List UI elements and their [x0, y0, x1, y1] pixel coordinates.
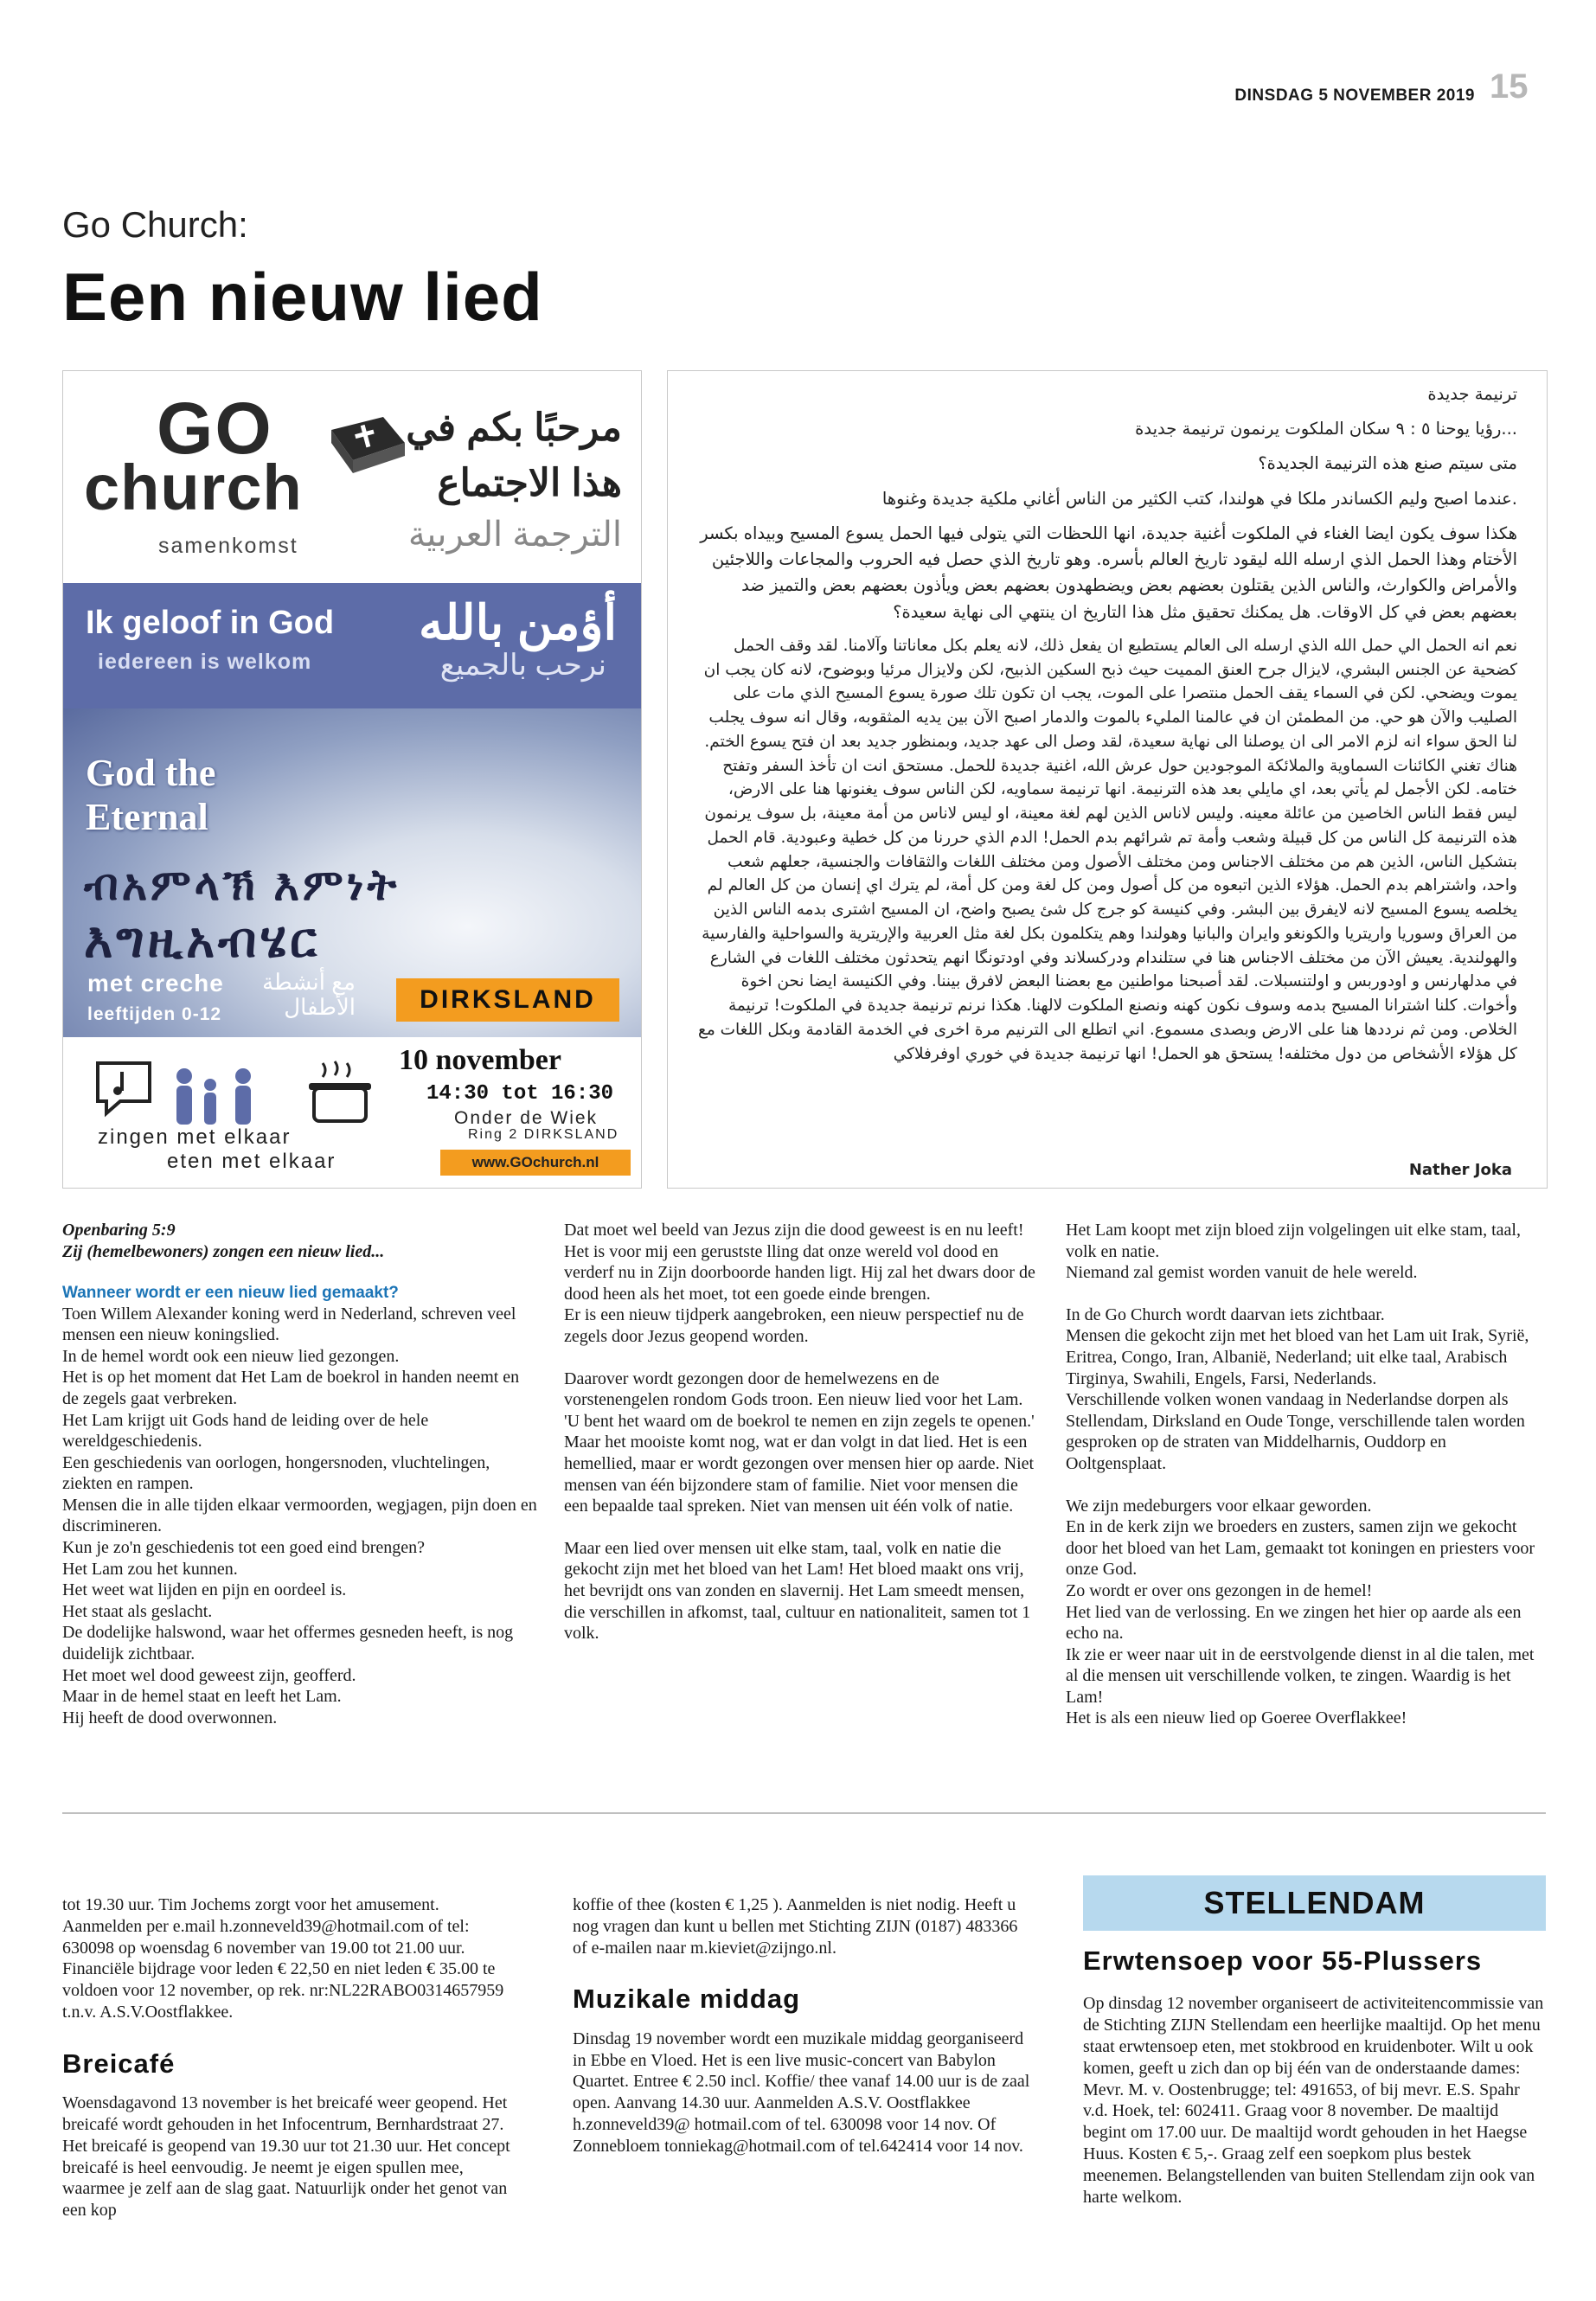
paragraph: Hij heeft de dood overwonnen.: [62, 1708, 278, 1727]
bottom-column-2: [573, 1894, 1031, 2157]
poster-ages: leeftijden 0-12: [87, 1004, 222, 1024]
article-column-1: [62, 1220, 540, 1728]
article-headline: Een nieuw lied: [62, 259, 543, 335]
paragraph: Het lied van de verlossing. En we zingen het hier op aarde als een echo na.: [1066, 1602, 1522, 1644]
paragraph: Het Lam zou het kunnen.: [62, 1559, 238, 1579]
poster-arabic-belief: أؤمن بالله: [418, 595, 617, 650]
paragraph: In de hemel wordt ook een nieuw lied gezongen.: [62, 1346, 400, 1366]
poster-venue: Onder de Wiek: [454, 1108, 599, 1128]
subheading-question: Wanneer wordt er een nieuw lied gemaakt?: [62, 1284, 399, 1303]
poster-event-date: 10 november: [399, 1044, 561, 1076]
paragraph: Het weet wat lijden en pijn en oordeel is.: [62, 1580, 347, 1600]
paragraph: Kun je zo'n geschiedenis tot een goed eind brengen?: [62, 1538, 426, 1558]
poster-creche: met creche: [87, 970, 224, 997]
paragraph: Ik zie er weer naar uit in de eerstvolgende dienst in al die talen, met al die mensen uit verschillende volken, te zingen. Waardig is het Lam!: [1066, 1644, 1535, 1707]
issue-date: DINSDAG 5 NOVEMBER 2019: [1234, 87, 1475, 105]
arabic-paragraph: .عندما اصبح وليم الكساندر ملكا في هولندا، كتب الكثير من الناس أغاني ملكية جديدة وغنوها: [881, 488, 1517, 509]
poster-samenkomst: samenkomst: [158, 534, 298, 558]
poster-place-badge: DIRKSLAND: [396, 978, 619, 1022]
paragraph: Maar het mooiste komt nog, wat er dan volgt in dat lied. Het is een hemellied, maar er wordt gezongen over mensen hier op aarde. Niet mensen van één bijzondere stam of familie. Niet voor mensen die een bepaalde taal spreken. Niet van mensen uit één volk of natie.: [564, 1433, 1035, 1516]
paragraph: Zo wordt er over ons gezongen in de hemel!: [1066, 1580, 1373, 1600]
poster-sing: zingen met elkaar: [98, 1125, 292, 1149]
arabic-article-text: [694, 381, 1517, 1074]
paragraph: Niemand zal gemist worden vanuit de hele wereld.: [1066, 1263, 1418, 1283]
poster-amharic-2: እግዚአብሄር: [84, 913, 320, 967]
poster-god-eternal: God the Eternal: [86, 752, 216, 838]
poster-arabic-welcome-1: مرحبًا بكم في: [406, 407, 622, 449]
go-church-poster: [62, 370, 642, 1189]
paragraph: Toen Willem Alexander koning werd in Nederland, schreven veel mensen een nieuw koningslied.: [62, 1304, 516, 1345]
arabic-title: ترنيمة جديدة: [1427, 384, 1517, 404]
paragraph: Het Lam krijgt uit Gods hand de leiding over de hele wereldgeschiedenis.: [62, 1410, 429, 1452]
paragraph: Mensen die in alle tijden elkaar vermoorden, wegjagen, pijn doen en discrimineren.: [62, 1495, 537, 1536]
muzikale-middag-text: Dinsdag 19 november wordt een muzikale middag georganiseerd in Ebbe en Vloed. Het is een live music-concert van Babylon Quartet. Entree € 2.50 incl. Koffie/ thee vanaf 14.00 uur is de zaal open. Aanvang 14.30 uur. Aanmelden A.S.V. Oostflakkee h.zonneveld39@ hotmail.com of tel. 630098 voor 14 nov. Of Zonnebloem tonniekag@hotmail.com of tel.642414 voor 14 nov.: [573, 2029, 1030, 2156]
poster-arabic-welcome-2: هذا الاجتماع: [437, 462, 622, 504]
poster-website: www.GOchurch.nl: [440, 1150, 631, 1176]
paragraph: De dodelijke halswond, waar het offermes gesneden heeft, is nog duidelijk zichtbaar.: [62, 1623, 514, 1664]
muzikale-middag-heading: Muzikale middag: [573, 1984, 801, 2015]
paragraph: Het staat als geslacht.: [62, 1601, 213, 1621]
paragraph: Het is voor mij een gerustste lling dat onze wereld vol dood en verderf nu in Zijn doorboorde handen ligt. Hij zal het dwars door de dood heen als het moet, tot een goede einde brengen.: [564, 1241, 1035, 1304]
paragraph: Het moet wel dood geweest zijn, geofferd.: [62, 1665, 356, 1685]
arabic-author: Nather Joka: [1408, 1161, 1512, 1179]
bible-icon: [323, 413, 409, 490]
paragraph: Het Lam koopt met zijn bloed zijn volgelingen uit elke stam, taal, volk en natie.: [1066, 1221, 1521, 1261]
erwtensoep-text: Op dinsdag 12 november organiseert de activiteitencommissie van de Stichting ZIJN Stellendam een heerlijke maaltijd. Op het menu staat erwtensoep eten, met stokbrood en kruidenboter. Wilt u ook komen, geeft u zich dan op bij één van de onderstaande dames: Mevr. M. v. Oostenbrugge; tel: 491653, of bij mevr. E.S. Spahr v.d. Hoek, tel: 602411. Graag voor 8 november. De maaltijd begint om 17.00 uur. De maaltijd wordt gehouden in het Haegse Huus. Kosten € 5,-. Graag zelf een soepkom plus bestek meenemen. Belangstellenden van buiten Stellendam zijn ook van harte welkom.: [1083, 1994, 1544, 2207]
poster-arabic-welcome-all: نرحب بالجميع: [439, 649, 606, 682]
poster-belief: Ik geloof in God: [86, 605, 335, 641]
music-chat-icon: [89, 1054, 158, 1124]
poster-logo-church: church: [84, 452, 303, 523]
arabic-paragraph: ...رؤيا يوحنا ٥ : ٩ سكان الملكوت يرنمون ترنيمة جديدة: [1135, 419, 1517, 439]
bottom-column-3: [1083, 1875, 1546, 2208]
paragraph: Mensen die gekocht zijn met het bloed van het Lam uit Irak, Syrië, Eritrea, Congo, Iran, Albanië, Nederland; uit elke taal, Arabisch Tirginya, Swahili, Engels, Farsi, Nederlands.: [1066, 1326, 1529, 1388]
paragraph: Maar in de hemel staat en leeft het Lam.: [62, 1687, 342, 1707]
paragraph: En in de kerk zijn we broeders en zusters, samen zijn we gekocht door het bloed van het Lam, gemaakt tot koningen en priesters voor onze God.: [1066, 1517, 1535, 1580]
paragraph: Een geschiedenis van oorlogen, hongersnoden, vluchtelingen, ziekten en rampen.: [62, 1452, 490, 1494]
poster-event-time: 14:30 tot 16:30: [426, 1082, 614, 1106]
paragraph: Maar een lied over mensen uit elke stam, taal, volk en natie die gekocht zijn met het bloed van het Lam! Het bloed maakt ons vrij, het bevrijdt ons van zonden en slavernij. Het Lam smeedt mensen, die verschillen in afkomst, taal, cultuur en nationaliteit, samen tot 1 volk.: [564, 1538, 1031, 1644]
poster-eat: eten met elkaar: [167, 1150, 337, 1173]
breicafe-heading: Breicafé: [62, 2048, 176, 2079]
announcement-continued: tot 19.30 uur. Tim Jochems zorgt voor het amusement. Aanmelden per e.mail h.zonneveld39@hotmail.com of tel: 630098 op woensdag 6 november van 19.00 tot 21.00 uur. Financiële bijdrage voor leden € 22,50 en niet leden € 35.00 te voldoen voor 12 november, op rek. nr:NL22RABO0314657959 t.n.v. A.S.V.Oostflakkee.: [62, 1895, 504, 2022]
paragraph: We zijn medeburgers voor elkaar geworden.: [1066, 1496, 1372, 1516]
erwtensoep-heading: Erwtensoep voor 55-Plussers: [1083, 1945, 1483, 1976]
poster-amharic-1: ብአምላኽ እምነት: [84, 861, 401, 909]
breicafe-text: Woensdagavond 13 november is het breicafé weer geopend. Het breicafé wordt gehouden in het Infocentrum, Bernhardstraat 27. Het breicafé is geopend van 19.30 uur tot 21.30 uur. Het concept breicafé is heel eenvoudig. Je neemt je eigen spullen mee, waarmee je zelf aan de slag gaat. Natuurlijk onder het genot van een kop: [62, 2093, 510, 2221]
paragraph: Het is als een nieuw lied op Goeree Overflakkee!: [1066, 1708, 1407, 1728]
page-number: 15: [1490, 67, 1529, 106]
arabic-paragraph: نعم انه الحمل الي حمل الله الذي ارسله الى العالم يستطيع ان يفعل ذلك، لانه يعلم بكل معاناتنا وآلامنا. لقد وقف الحمل كضحية عن الجنس البشري، لايزال جرح العنق المميت حيث ذبح السكين الذبيح، لكن ولايزال مرئيا وبوضوح، لانه كان يجب ان يموت ويضحي. لكن في السماء يقف الحمل منتصرا على الموت، يجب ان تكون تلك صورة يسوع المسيح الذي مات على الصليب والآن هو حي. من المطمئن ان في عالمنا المليء بالموت والدمار اصبح الآن بين يديه المثقوبه، وقال انه سوف يجلب لنا الحق سواء انه لزم الامر الى ان يوصلنا الى نهاية سعيدة، لقد وصل الى عهد جديد، وبمنظور جديد بعد ان فتح يسوع الختم. هناك تغني الكائنات السماوية والملائكة الموجودين حول عرش الله، اغنية جديدة للحمل. مستحق انت ان تأخذ السفر وتفتح ختامه. لكن الأجمل لم يأتي بعد، اي مايلي بعد هذه الترنيمة. انها ترنيمة سماويه، لكن الناس سوف يغنونها هنا على الارض، ليس فقط الناس الخاصين من عائلة معينه. وليس لاناس الذين لهم لغة معينة، او ليس لاناس من أمة معينة، بل سوف يرنمون هذه الترنيمة كل الناس من كل قبيلة وشعب وأمة تم شرائهم بدم الحمل! الدم الذي حررنا من كل خطية وعبودية. قام الحمل بتشكيل الناس، الذين هم من مختلف الاجناس ومن مختلف الأصول ومن مختلف اللغات والثقافات والجنسية، جعلهم شعب واحد، واشتراهم بدم الحمل. هؤلاء الذين اتبعوه من كل أصول ومن كل لغة ومن كل أمة، لم يترك اي إنسان من كل العالم لم يخلصه يسوع المسيح لانه لايفرق بين البشر. وفي كنيسة كو جرج كل شئ يصبح واضح، ان المسيح اشترى بدمه الناس الذين من العراق وسوريا واريتريا والكونغو وايران والبانيا وهولندا وهم يتكلمون بكل لغة مثل العربية والإريترية والسواحلية والفارسية والهولندية. يعيش الآن من مختلف الاجناس هنا في ستلندام ودركسلاند وفي اودتونگا انهم يتحدثون مختلف اللغات في الشارع في مدلهارنس و اودوربس و اولتنسبلات. لقد أصبحنا مواطنين مع بعضنا البعض لافرق بيننا. وفي الكنيسة ايضا نحن اخوة وأخوات. كلنا اشترانا المسيح بدمه وسوف نكون كهنه ونصنع الملكوت لالهنا. هكذا نرنم ترنيمة جديدة في الملكوت! ترنيمة الخلاص. ومن ثم نرددها هنا على الارض وبصدى مسموع. اني اتطلع الى الترنيم مرة اخرى في الخدمة القادمة وبكل اللغات مع كل هؤلاء الأشخاص من دول مختلفه! يستحق هو الحمل! انها ترنيمة جديدة في خوري اوفرفلاكي: [697, 636, 1517, 1063]
family-icon: [167, 1063, 262, 1128]
section-label-stellendam: STELLENDAM: [1083, 1875, 1546, 1931]
poster-welcome: iedereen is welkom: [98, 650, 312, 674]
bible-quote: Zij (hemelbewoners) zongen een nieuw lied...: [62, 1241, 385, 1261]
paragraph: Er is een nieuw tijdperk aangebroken, een nieuw perspectief nu de zegels door Jezus geopend worden.: [564, 1305, 1024, 1346]
arabic-article-box: [667, 370, 1548, 1189]
arabic-paragraph: متى سيتم صنع هذه الترنيمة الجديدة؟: [1258, 453, 1517, 474]
paragraph: Verschillende volken wonen vandaag in Nederlandse dorpen als Stellendam, Dirksland en Oude Tonge, verschillende talen worden gesproken op de straten van Middelharnis, Ouddorp en Ooltgensplaat.: [1066, 1390, 1525, 1473]
article-column-3: [1066, 1220, 1543, 1729]
poster-address: Ring 2 DIRKSLAND: [468, 1127, 619, 1142]
paragraph: Het is op het moment dat Het Lam de boekrol in handen neemt en de zegels gaat verbreken.: [62, 1368, 520, 1408]
article-column-2: [564, 1220, 1042, 1644]
poster-arabic-translation: الترجمة العربية: [407, 516, 622, 554]
poster-logo-go: GO: [157, 388, 273, 469]
announcement-continued: koffie of thee (kosten € 1,25 ). Aanmelden is niet nodig. Heeft u nog vragen dan kunt u bellen met Stichting ZIJN (0187) 483366 of e-mailen naar m.kieviet@zijngo.nl.: [573, 1895, 1018, 1958]
poster-arabic-children: مع أنشطة الأطفال: [262, 969, 356, 1020]
paragraph: Dat moet wel beeld van Jezus zijn die dood geweest is en nu leeft!: [564, 1221, 1024, 1240]
paragraph: In de Go Church wordt daarvan iets zichtbaar.: [1066, 1304, 1385, 1324]
article-kicker: Go Church:: [62, 204, 248, 245]
arabic-paragraph: هكذا سوف يكون ايضا الغناء في الملكوت أغنية جديدة، انها اللحظات التي يتولى فيها الحمل يسوع المسيح وبيداه بكسر الأختام وهذا الحمل الذي ارسله الله ليقود تاريخ العالم بأسره. وهو تاريخ الذي حصل فيه الحروب والمجاعات واللاجئين والأمراض والكوارث، والناس الذين يقتلون بعضهم بعض ويضطهدون بعضهم بعض ويأذون بعضهم بعض والتميز ضد بعضهم بعض في كل الاوقات. هل يمكنك تحقيق مثل هذا التاريخ ان ينتهي الى نهاية سعيدة؟: [700, 522, 1517, 622]
cooking-pot-icon: [305, 1059, 383, 1128]
bottom-column-1: [62, 1894, 521, 2221]
paragraph: Daarover wordt gezongen door de hemelwezens en de vorstenengelen rondom Gods troon. Een nieuw lied voor het Lam. 'U bent het waard om de boekrol te nemen en zijn zegels te openen.': [564, 1368, 1035, 1431]
bible-reference: Openbaring 5:9: [62, 1221, 176, 1240]
section-divider: [62, 1812, 1546, 1814]
